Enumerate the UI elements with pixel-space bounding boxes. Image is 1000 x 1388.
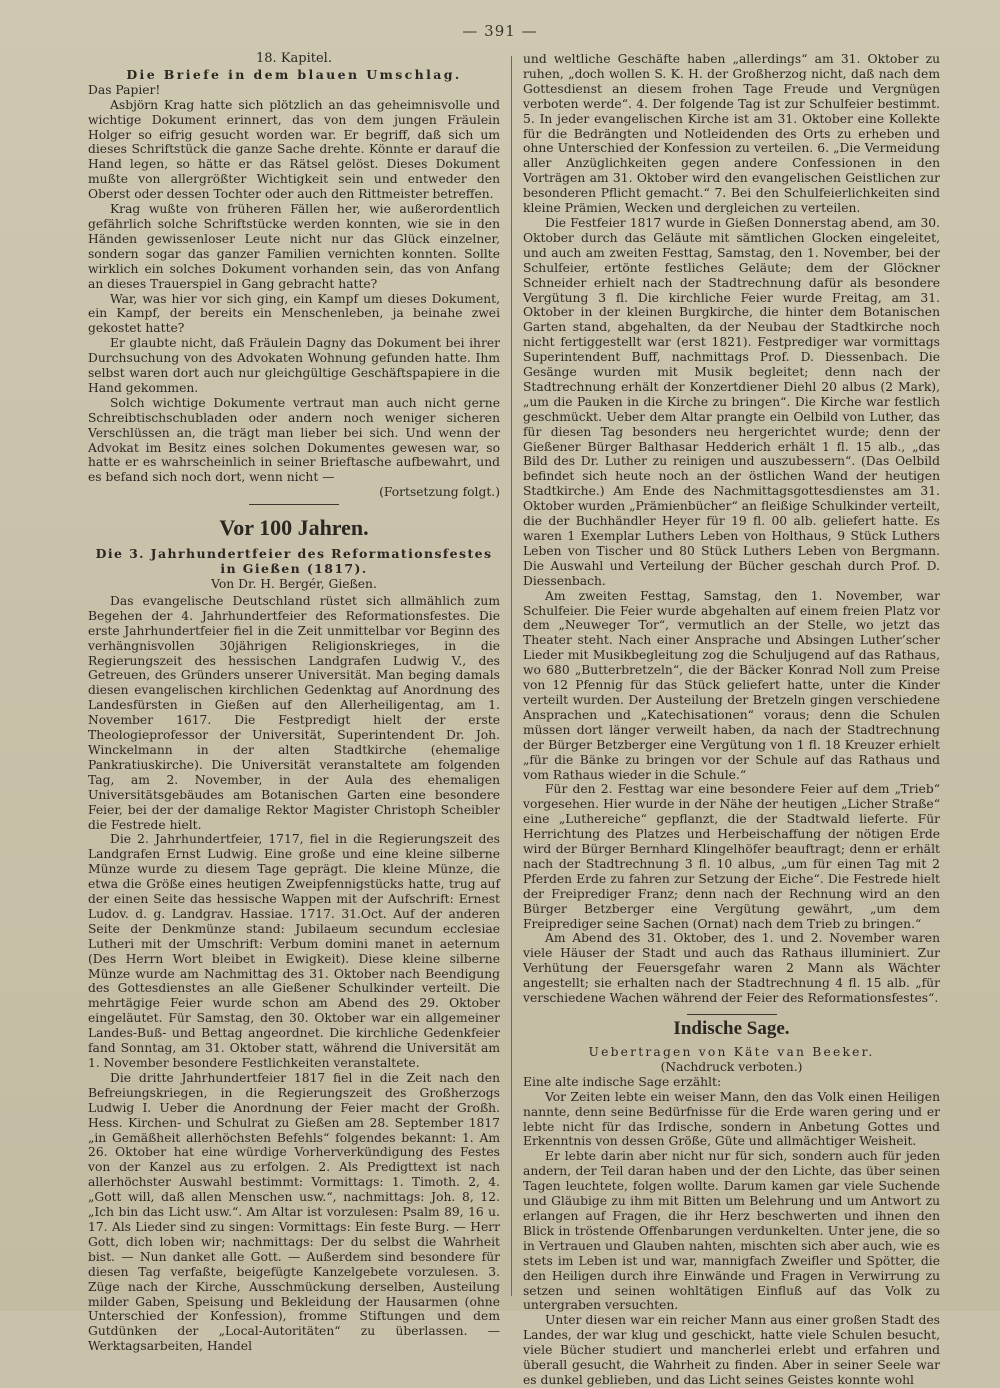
story-paragraph: War, was hier vor sich ging, ein Kampf um dieses Dokument, ein Kampf, der bereits ein Menschenleben, ja beinahe zwei gekostet hatte? [88, 291, 500, 336]
article-paragraph: Das evangelische Deutschland rüstet sich allmählich zum Begehen der 4. Jahrhundertfeier des Reformationsfestes. Die erste Jahrhundertfeier fiel in die Zeit unmittelbar vor Beginn des verhängnisvollen 30jährigen Religionskrieges, in die Regierungszeit des hessischen Landgrafen Ludwig V., des Getreuen, des Gründers unserer Universität. Man beging damals diesen evangelischen kirchlichen Gedenktag auf Anordnung des Landesfürsten in Gießen auf den Allerheiligentag, am 1. November 1617. Die Festpredigt hielt der erste Theologieprofessor der Universität, Superintendent Dr. Joh. Winckelmann in der alten Stadtkirche (ehemalige Pankratiuskirche). Die Universität veranstaltete am folgenden Tag, am 2. November, in der Aula des ehemaligen Universitätsgebäudes am Botanischen Garten eine besondere Feier, bei der der damalige Rektor Magister Christoph Scheibler die Festrede hielt. [88, 593, 500, 832]
story-paragraph: Asbjörn Krag hatte sich plötzlich an das geheimnisvolle und wichtige Dokument erinnert, das von dem jungen Fräulein Holger so eifrig gesucht worden war. Er begriff, daß sich um dieses Schriftstück die ganze Sache drehte. Könnte er darauf die Hand legen, so hätte er das Rätsel gelöst. Dieses Dokument mußte von allergrößter Wichtigkeit sein und entweder den Oberst oder dessen Tochter oder auch den Rittmeister betreffen. [88, 97, 500, 202]
legend-paragraph: Vor Zeiten lebte ein weiser Mann, den das Volk einen Heiligen nannte, denn seine Bedürfnisse für die Erde waren gering und er lebte nicht für das Irdische, sondern in Anbetung Gottes und Erkenntnis von dessen Größe, Güte und allmächtiger Weisheit. [523, 1089, 940, 1149]
article-paragraph: Die dritte Jahrhundertfeier 1817 fiel in die Zeit nach den Befreiungskriegen, in die Regierungszeit des Großherzogs Ludwig I. Ueber die Anordnung der Feier macht der Großh. Hess. Kirchen- und Schulrat zu Gießen am 28. September 1817 „in Gemäßheit allerhöchsten Befehls“ folgendes bekannt: 1. Am 26. Oktober hat eine würdige Vorherverkündigung des Festes von der Kanzel aus zu erfolgen. 2. Als Predigttext ist nach allerhöchster Auswahl bestimmt: Vormittags: 1. Timoth. 2, 4. „Gott will, daß allen Menschen usw.“, nachmittags: Joh. 8, 12. „Ich bin das Licht usw.“. Am Altar ist vorzulesen: Psalm 89, 16 u. 17. Als Lieder sind zu singen: Vormittags: Ein feste Burg. — Herr Gott, dich loben wir; nachmittags: Der du selbst die Wahrheit bist. — Nun danket alle Gott. — Außerdem sind besondere für diesen Tag verfaßte, beigefügte Kanzelgebete vorzulesen. 3. Züge nach der Kirche, Ausschmückung derselben, Austeilung milder Gaben, Speisung und Bekleidung der Hausarmen (ohne Unterschied der Konfession), fromme Stiftungen und dem Gutdünken der „Local-Autoritäten“ zu überlassen. — Werktagsarbeiten, Handel [88, 1070, 500, 1354]
article-paragraph: Die 2. Jahrhundertfeier, 1717, fiel in die Regierungszeit des Landgrafen Ernst Ludwig. Eine große und eine kleine silberne Münze wurde zu diesem Tage geprägt. Die kleine Münze, die etwa die Größe eines heutigen Zweipfennigstücks hatte, trug auf der einen Seite das hessische Wappen mit der Aufschrift: Ernest Ludov. d. g. Landgrav. Hassiae. 1717. 31.Oct. Auf der anderen Seite der Denkmünze stand: Jubilaeum secundum ecclesiae Lutheri mit der Umschrift: Verbum domini manet in aeternum (Des Herrn Wort bleibet in Ewigkeit). Diese kleine silberne Münze wurde am Nachmittag des 31. Oktober nach Beendigung des Gottesdienstes an alle Gießener Schulkinder verteilt. Die mehrtägige Feier wurde schon am Abend des 29. Oktober eingeläutet. Für Samstag, den 30. Oktober war ein allgemeiner Landes-Buß- und Bettag angeordnet. Die kirchliche Gedenkfeier fand Sonntag, am 31. Oktober statt, während die Universität am 1. November besondere Festlichkeiten veranstaltete. [88, 832, 500, 1070]
article-subtitle: Die 3. Jahrhundertfeier des Reformationsfestes in Gießen (1817). [95, 546, 493, 577]
article-paragraph: Am zweiten Festtag, Samstag, den 1. November, war Schulfeier. Die Feier wurde abgehalten auf einem freien Platz vor dem „Neuweger Tor“, vermutlich an der Stelle, wo jetzt das Theater steht. Nach einer Ansprache und Absingen Luther’scher Lieder mit Musikbegleitung zog die Schuljugend auf das Rathaus, wo 680 „Butterbretzeln“, die der Bäcker Konrad Noll zum Preise von 12 Pfennig für das Stück geliefert hatte, unter die Kinder verteilt wurden. Der Austeilung der Bretzeln gingen verschiedene Ansprachen und „Katechisationen“ voraus; denn die Schulen müssen dort länger verweilt haben, da nach der Stadtrechnung der Bürger Betzberger eine Vergütung von 1 fl. 18 Kreuzer erhielt „für die Bänke zu bringen vor der Schule auf das Rathaus und vom Rathaus wieder in die Schule.“ [523, 588, 940, 782]
right-column [523, 52, 940, 1388]
left-column [88, 52, 500, 1354]
legend-paragraph: Eine alte indische Sage erzählt: [523, 1074, 722, 1089]
chapter-title: Die Briefe in dem blauen Umschlag. [126, 66, 462, 82]
legend-title: Indische Sage. [673, 1018, 790, 1039]
column-divider [511, 56, 512, 1296]
story-paragraph: Solch wichtige Dokumente vertraut man auch nicht gerne Schreibtischschubladen oder andern noch weniger sicheren Verschlüssen an, die trägt man lieber bei sich. Und wenn der Advokat im Besitz eines solchen Dokumentes gewesen war, so hatte er es wahrscheinlich in seiner Brieftasche aufbewahrt, und es befand sich noch dort, wenn nicht — [88, 395, 500, 485]
legend-translator: Uebertragen von Käte van Beeker. [588, 1045, 875, 1059]
page-number: — 391 — [462, 22, 538, 40]
article-author: Von Dr. H. Bergér, Gießen. [211, 577, 377, 591]
story-paragraph: Er glaubte nicht, daß Fräulein Dagny das Dokument bei ihrer Durchsuchung von des Advokaten Wohnung gefunden hatte. Ihm selbst waren dort auch nur gleichgültige Geschäftspapiere in die Hand gekommen. [88, 336, 500, 395]
legend-paragraph: Er lebte darin aber nicht nur für sich, sondern auch für jeden andern, der Teil daran haben und der den Lichte, das über seinen Tagen leuchtete, folgen wollte. Darum kamen gar viele Suchende und Gläubige zu ihm mit Bitten um Belehrung und um Antwort zu erlangen auf Fragen, die ihr Herz beschwerten und ihnen den Blick in tröstende Offenbarungen verdunkelten. Unter jene, die so in Vertrauen und Glauben nahten, mischten sich aber auch, wie es stets im Leben ist und war, mannigfach Zweifler und Spötter, die den Heiligen durch ihre Einwände und Fragen in Verwirrung zu setzen und seinen wohltätigen Einfluß auf das Volk zu untergraben versuchten. [523, 1149, 940, 1313]
continued-note: (Fortsetzung folgt.) [379, 485, 500, 500]
article-paragraph: Für den 2. Festtag war eine besondere Feier auf dem „Trieb“ vorgesehen. Hier wurde in der Nähe der heutigen „Licher Straße“ eine „Luthereiche“ gepflanzt, die der Stadtwald lieferte. Für Herrichtung des Platzes und Herbeischaffung der nötigen Erde wird der Bürger Bernhard Klingelhöfer beauftragt; denn er erhält nach der Stadtrechnung 3 fl. 10 albus, „um für einen Tag mit 2 Pferden Erde zu fahren zur Setzung der Eiche“. Die Festrede hielt der Freiprediger Franz; denn nach der Rechnung wird an den Bürger Betzberger eine Vergütung gewährt, „um dem Freiprediger seine Sachen (Ornat) nach dem Trieb zu bringen.“ [523, 782, 940, 931]
article-paragraph: Die Festfeier 1817 wurde in Gießen Donnerstag abend, am 30. Oktober durch das Geläute mit sämtlichen Glocken eingeleitet, und auch am zweiten Festtag, Samstag, den 1. November, bei der Schulfeier, ertönte festliches Geläute; dem der Glöckner Schneider erhielt nach der Stadtrechnung dafür als besondere Vergütung 3 fl. Die kirchliche Feier wurde Freitag, am 31. Oktober in der kleinen Burgkirche, die hinter dem Botanischen Garten stand, abgehalten, da der Neubau der Stadtkirche noch nicht fertiggestellt war (erst 1821). Festprediger war vormittags Superintendent Buff, nachmittags Prof. D. Diessenbach. Die Gesänge wurden mit Musik begleitet; denn nach der Stadtrechnung erhält der Konzertdiener Diehl 20 albus (2 Mark), „um die Pauken in die Kirche zu bringen“. Die Kirche war festlich geschmückt. Ueber dem Altar prangte ein Oelbild von Luther, das für diesen Tag besonders neu hergerichtet wurde; denn der Gießener Bürger Balthasar Hedderich erhält 1 fl. 15 alb., „das Bild des Dr. Luther zu reinigen und auszubessern“. (Das Oelbild befindet sich heute noch an der östlichen Wand der heutigen Stadtkirche.) Am Ende des Nachmittagsgottesdienstes am 31. Oktober wurden „Prämienbücher“ an fleißige Schulkinder verteilt, die der Buchhändler Heyer für 19 fl. 00 alb. geliefert hatte. Es waren 1 Exemplar Luthers Leben von Holthaus, 9 Stück Luthers Leben von Tischer und 80 Stück Luthers Leben von Bergmann. Die Auswahl und Verteilung der Bücher geschah durch Prof. D. Diessenbach. [523, 215, 940, 588]
section-rule [687, 1014, 777, 1015]
story-paragraph: Das Papier! [88, 82, 161, 97]
legend-paragraph: Unter diesen war ein reicher Mann aus einer großen Stadt des Landes, der war klug und geschickt, hatte viele Schulen besucht, viele Bücher studiert und mancherlei erlebt und erfahren und überall gesucht, die Wahrheit zu finden. Aber in seiner Seele war es dunkel geblieben, und das Licht seines Geistes konnte wohl [523, 1313, 940, 1387]
article-paragraph: und weltliche Geschäfte haben „allerdings“ am 31. Oktober zu ruhen, „doch wollen S. K. H. der Großherzog nicht, daß nach dem Gottesdienst an diesem frohen Tage Freude und Vergnügen verboten werde“. 4. Der folgende Tag ist zur Schulfeier bestimmt. 5. In jeder evangelischen Kirche ist am 31. Oktober eine Kollekte für die Bedrängten und Notleidenden des Orts zu erheben und ohne Unterschied der Konfession zu verteilen. 6. „Die Vermeidung aller Anzüglichkeiten gegen andere Confessionen in den Vorträgen am 31. Oktober wird den evangelischen Geistlichen zur besonderen Pflicht gemacht.“ 7. Bei den Schulfeierlichkeiten sind kleine Prämien, Wecken und dergleichen zu verteilen. [523, 52, 940, 216]
article-paragraph: Am Abend des 31. Oktober, des 1. und 2. November waren viele Häuser der Stadt und auch das Rathaus illuminiert. Zur Verhütung der Feuersgefahr waren 2 Mann als Wächter angestellt; sie erhalten nach der Stadtrechnung 4 fl. 15 alb. „für verschiedene Wachen während der Feier des Reformationsfestes“. [523, 931, 940, 1006]
legend-note: (Nachdruck verboten.) [660, 1059, 803, 1074]
story-paragraph: Krag wußte von früheren Fällen her, wie außerordentlich gefährlich solche Schriftstücke werden konnten, wie sie in den Händen gewissenloser Leute nicht nur das Glück einzelner, sondern sogar das ganzer Familien vernichten konnten. Sollte wirklich ein solches Dokument vorhanden sein, das von Anfang an dieses Trauerspiel in Gang gebracht hatte? [88, 202, 500, 291]
article-title: Vor 100 Jahren. [219, 515, 369, 541]
section-rule [249, 504, 339, 505]
chapter-heading: 18. Kapitel. [256, 51, 332, 66]
